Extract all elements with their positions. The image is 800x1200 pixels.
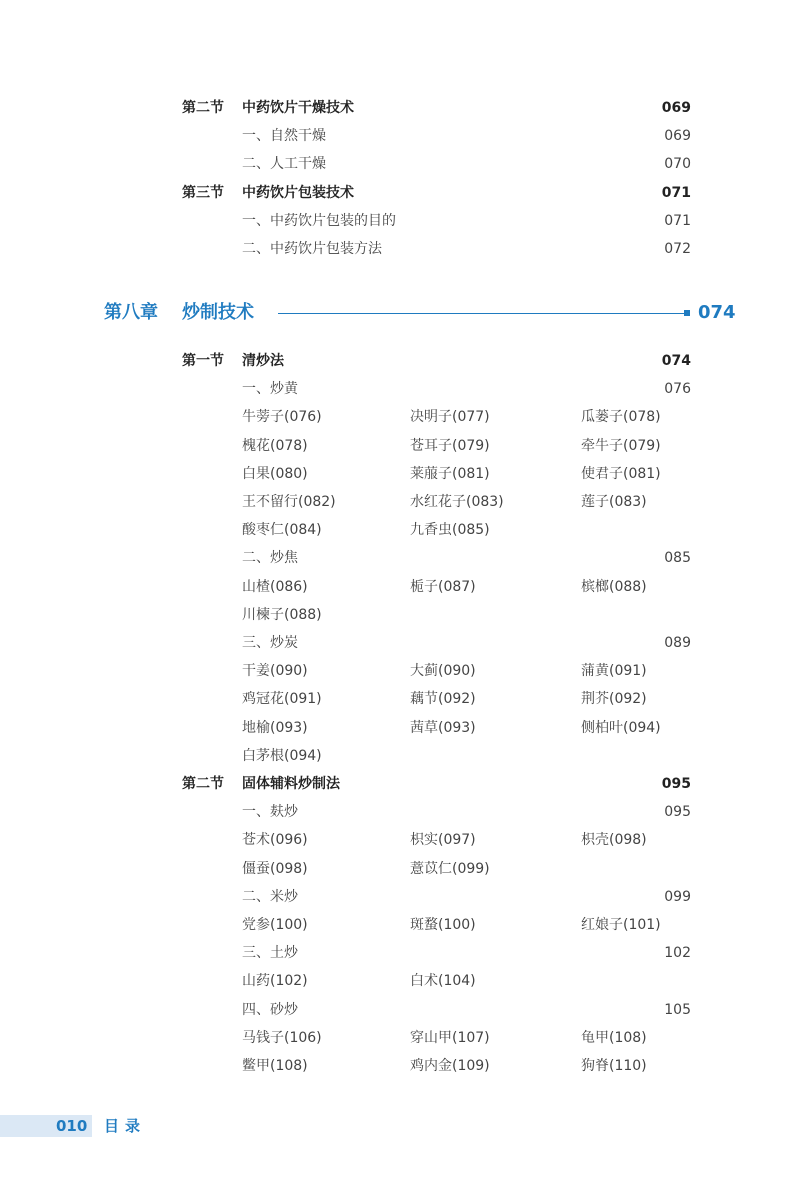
toc-item-entry[interactable]: 藕节(092) bbox=[410, 691, 476, 708]
toc-item-row bbox=[0, 488, 800, 516]
toc-item-entry[interactable]: 苍术(096) bbox=[242, 832, 308, 849]
subsection-page-number: 071 bbox=[664, 212, 691, 229]
toc-item-entry[interactable]: 荆芥(092) bbox=[581, 691, 647, 708]
toc-item-entry[interactable]: 茜草(093) bbox=[410, 719, 476, 736]
chapter-label: 第八章 bbox=[104, 302, 158, 323]
subsection-page-number: 089 bbox=[664, 635, 691, 651]
footer-page-number: 010 bbox=[56, 1117, 88, 1135]
toc-item-entry[interactable]: 白果(080) bbox=[242, 465, 308, 482]
toc-item-entry[interactable]: 王不留行(082) bbox=[242, 494, 336, 510]
chapter-page-number: 074 bbox=[698, 302, 736, 323]
toc-subsection-row[interactable] bbox=[0, 996, 800, 1024]
chapter-divider-line bbox=[278, 313, 684, 314]
toc-item-row bbox=[0, 742, 800, 770]
toc-item-entry[interactable]: 白茅根(094) bbox=[242, 747, 322, 764]
toc-subsection-row[interactable] bbox=[0, 883, 800, 911]
section-page-number: 074 bbox=[661, 353, 691, 369]
toc-item-row bbox=[0, 601, 800, 629]
toc-item-row bbox=[0, 460, 800, 488]
toc-item-row bbox=[0, 1052, 800, 1080]
toc-item-entry[interactable]: 大蓟(090) bbox=[410, 663, 476, 680]
toc-item-row bbox=[0, 714, 800, 742]
section-label: 第二节 bbox=[182, 100, 224, 116]
toc-item-entry[interactable]: 水红花子(083) bbox=[410, 494, 504, 510]
toc-subsection-row[interactable] bbox=[0, 150, 800, 178]
subsection-title: 一、麸炒 bbox=[242, 804, 298, 821]
toc-item-entry[interactable]: 使君子(081) bbox=[581, 465, 661, 482]
subsection-title: 三、炒炭 bbox=[242, 635, 298, 651]
chapter-dot-marker bbox=[684, 310, 690, 316]
toc-item-row bbox=[0, 911, 800, 939]
toc-item-entry[interactable]: 槐花(078) bbox=[242, 437, 308, 454]
subsection-title: 一、炒黄 bbox=[242, 381, 298, 398]
toc-item-entry[interactable]: 鸡冠花(091) bbox=[242, 691, 322, 708]
toc-item-entry[interactable]: 九香虫(085) bbox=[410, 522, 490, 539]
toc-item-entry[interactable]: 酸枣仁(084) bbox=[242, 522, 322, 539]
toc-item-row bbox=[0, 1024, 800, 1052]
toc-item-entry[interactable]: 苍耳子(079) bbox=[410, 437, 490, 454]
section-title: 固体辅料炒制法 bbox=[242, 776, 340, 792]
toc-subsection-row[interactable] bbox=[0, 629, 800, 657]
toc-section-row[interactable] bbox=[0, 179, 800, 207]
toc-item-entry[interactable]: 干姜(090) bbox=[242, 663, 308, 680]
section-page-number: 095 bbox=[661, 776, 691, 792]
toc-item-row bbox=[0, 573, 800, 601]
subsection-page-number: 085 bbox=[664, 550, 691, 567]
subsection-title: 二、中药饮片包装方法 bbox=[242, 241, 382, 257]
toc-subsection-row[interactable] bbox=[0, 207, 800, 235]
toc-item-entry[interactable]: 瓜蒌子(078) bbox=[581, 409, 661, 426]
toc-item-entry[interactable]: 牵牛子(079) bbox=[581, 437, 661, 454]
toc-subsection-row[interactable] bbox=[0, 122, 800, 150]
section-title: 中药饮片包装技术 bbox=[242, 184, 354, 201]
subsection-page-number: 070 bbox=[664, 156, 691, 173]
section-label: 第一节 bbox=[182, 353, 224, 369]
toc-item-entry[interactable]: 蒲黄(091) bbox=[581, 663, 647, 680]
toc-item-entry[interactable]: 莲子(083) bbox=[581, 494, 647, 510]
toc-subsection-row[interactable] bbox=[0, 939, 800, 967]
footer-title: 目录 bbox=[104, 1117, 147, 1135]
toc-subsection-row[interactable] bbox=[0, 235, 800, 263]
toc-item-entry[interactable]: 马钱子(106) bbox=[242, 1029, 322, 1046]
toc-item-row bbox=[0, 516, 800, 544]
section-label: 第二节 bbox=[182, 776, 224, 792]
toc-item-entry[interactable]: 薏苡仁(099) bbox=[410, 860, 490, 877]
toc-item-row bbox=[0, 967, 800, 995]
toc-item-entry[interactable]: 枳壳(098) bbox=[581, 832, 647, 849]
subsection-page-number: 102 bbox=[664, 945, 691, 962]
subsection-title: 二、炒焦 bbox=[242, 550, 298, 567]
subsection-page-number: 076 bbox=[664, 381, 691, 398]
subsection-page-number: 072 bbox=[664, 241, 691, 257]
toc-item-row bbox=[0, 826, 800, 854]
toc-subsection-row[interactable] bbox=[0, 375, 800, 403]
toc-item-entry[interactable]: 斑蝥(100) bbox=[410, 917, 476, 933]
subsection-title: 三、土炒 bbox=[242, 945, 298, 962]
toc-item-entry[interactable]: 山楂(086) bbox=[242, 578, 308, 595]
subsection-title: 四、砂炒 bbox=[242, 1001, 298, 1018]
section-label: 第三节 bbox=[182, 184, 224, 201]
toc-item-row bbox=[0, 403, 800, 431]
toc-item-row bbox=[0, 657, 800, 685]
subsection-page-number: 069 bbox=[664, 128, 691, 145]
chapter-heading[interactable] bbox=[0, 298, 800, 328]
subsection-title: 二、人工干燥 bbox=[242, 156, 326, 173]
toc-item-entry[interactable]: 鸡内金(109) bbox=[410, 1058, 490, 1074]
toc-item-entry[interactable]: 僵蚕(098) bbox=[242, 860, 308, 877]
toc-item-entry[interactable]: 决明子(077) bbox=[410, 409, 490, 426]
toc-section-row[interactable] bbox=[0, 347, 800, 375]
section-page-number: 069 bbox=[661, 100, 691, 116]
subsection-title: 一、自然干燥 bbox=[242, 128, 326, 145]
toc-item-entry[interactable]: 枳实(097) bbox=[410, 832, 476, 849]
toc-item-entry[interactable]: 侧柏叶(094) bbox=[581, 719, 661, 736]
toc-section-row[interactable] bbox=[0, 770, 800, 798]
section-title: 中药饮片干燥技术 bbox=[242, 100, 354, 116]
toc-item-entry[interactable]: 川楝子(088) bbox=[242, 606, 322, 623]
toc-item-entry[interactable]: 莱菔子(081) bbox=[410, 465, 490, 482]
toc-item-row bbox=[0, 432, 800, 460]
toc-item-row bbox=[0, 685, 800, 713]
toc-section-row[interactable] bbox=[0, 94, 800, 122]
toc-item-entry[interactable]: 槟榔(088) bbox=[581, 578, 647, 595]
toc-item-entry[interactable]: 红娘子(101) bbox=[581, 917, 661, 933]
toc-item-entry[interactable]: 地榆(093) bbox=[242, 719, 308, 736]
subsection-title: 一、中药饮片包装的目的 bbox=[242, 212, 396, 229]
toc-item-entry[interactable]: 穿山甲(107) bbox=[410, 1029, 490, 1046]
subsection-page-number: 105 bbox=[664, 1001, 691, 1018]
subsection-page-number: 099 bbox=[664, 888, 691, 905]
toc-item-entry[interactable]: 鳖甲(108) bbox=[242, 1058, 308, 1074]
subsection-page-number: 095 bbox=[664, 804, 691, 821]
chapter-title: 炒制技术 bbox=[182, 302, 254, 323]
toc-item-row bbox=[0, 855, 800, 883]
page-footer bbox=[0, 1115, 800, 1137]
toc-item-entry[interactable]: 狗脊(110) bbox=[581, 1058, 647, 1074]
section-title: 清炒法 bbox=[242, 353, 284, 369]
toc-item-entry[interactable]: 党参(100) bbox=[242, 917, 308, 933]
toc-item-entry[interactable]: 龟甲(108) bbox=[581, 1029, 647, 1046]
toc-subsection-row[interactable] bbox=[0, 798, 800, 826]
toc-item-entry[interactable]: 白术(104) bbox=[410, 973, 476, 990]
toc-subsection-row[interactable] bbox=[0, 544, 800, 572]
toc-item-entry[interactable]: 山药(102) bbox=[242, 973, 308, 990]
toc-item-entry[interactable]: 牛蒡子(076) bbox=[242, 409, 322, 426]
subsection-title: 二、米炒 bbox=[242, 888, 298, 905]
toc-item-entry[interactable]: 栀子(087) bbox=[410, 578, 476, 595]
section-page-number: 071 bbox=[661, 184, 691, 201]
